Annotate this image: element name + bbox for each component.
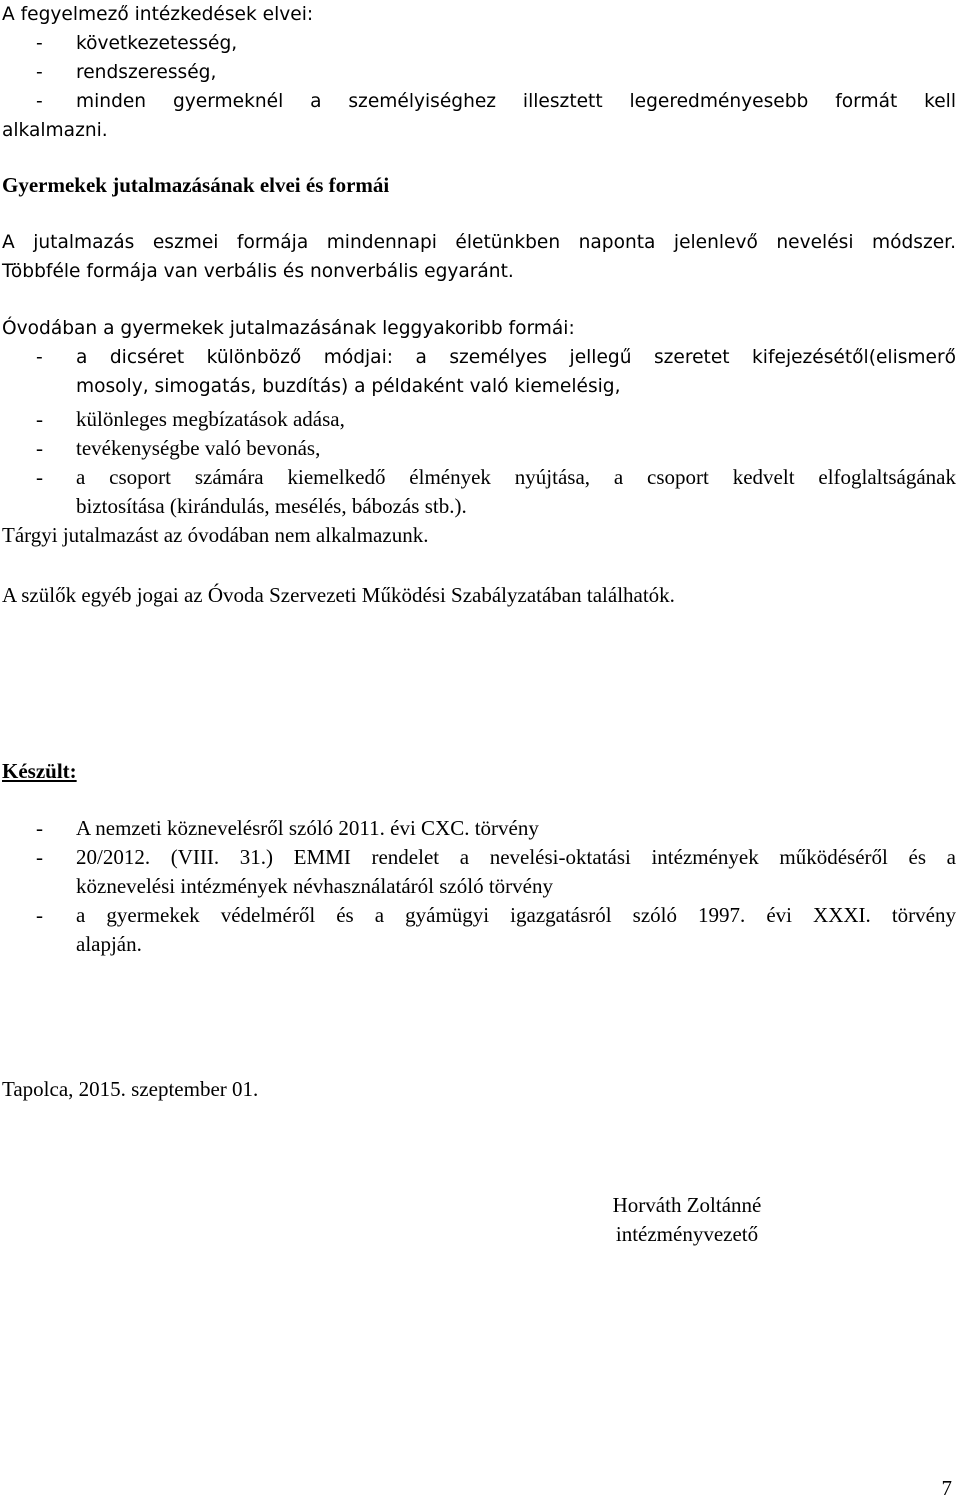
list-item-text: A nemzeti köznevelésről szóló 2011. évi CXC. törvény <box>76 816 539 840</box>
prepared-heading: Készült: <box>2 759 77 783</box>
reward-paragraph <box>2 228 956 286</box>
list-item-continuation: alapján. <box>76 932 142 956</box>
list-dash: - <box>36 436 43 460</box>
kindergarten-list-serif <box>2 405 956 550</box>
list-dash: - <box>36 903 43 927</box>
signature-name: Horváth Zoltánné <box>612 1193 762 1217</box>
kindergarten-intro: Óvodában a gyermekek jutalmazásának leggyakoribb formái: <box>2 318 575 339</box>
list-item-text: 20/2012. (VIII. 31.) EMMI rendelet a nevelési-oktatási intézmények működéséről és a <box>76 845 956 869</box>
page-number: 7 <box>941 1476 952 1500</box>
place-date: Tapolca, 2015. szeptember 01. <box>2 1077 259 1101</box>
reward-heading: Gyermekek jutalmazásának elvei és formái <box>2 173 390 197</box>
list-item-text: a dicséret különböző módjai: a személyes jellegű szeretet kifejezésétől(elismerő <box>76 347 956 368</box>
list-item <box>2 58 956 87</box>
signature-block <box>557 1191 817 1249</box>
parents-note: A szülők egyéb jogai az Óvoda Szervezeti Működési Szabályzatában találhatók. <box>2 583 675 607</box>
list-dash: - <box>36 33 43 54</box>
list-item-continuation: biztosítása (kirándulás, mesélés, bábozás stb.). <box>76 494 467 518</box>
list-item-text: a gyermekek védelméről és a gyámügyi igazgatásról szóló 1997. évi XXXI. törvény <box>76 903 956 927</box>
list-item-continuation: mosoly, simogatás, buzdítás) a példaként való kiemelésig, <box>76 376 621 397</box>
list-item <box>2 87 956 116</box>
prepared-list <box>2 814 956 959</box>
list-item <box>2 405 956 434</box>
reward-paragraph-line: A jutalmazás eszmei formája mindennapi életünkben naponta jelenlevő nevelési módszer. <box>2 232 956 253</box>
discipline-section <box>2 0 956 145</box>
list-item <box>2 29 956 58</box>
list-dash: - <box>36 816 43 840</box>
list-dash: - <box>36 91 43 112</box>
list-item-continuation: alkalmazni. <box>2 120 108 141</box>
list-dash: - <box>36 62 43 83</box>
list-item <box>2 843 956 872</box>
list-item <box>2 463 956 492</box>
list-item-continuation: köznevelési intézmények névhasználatáról szóló törvény <box>76 874 553 898</box>
list-item <box>2 434 956 463</box>
list-dash: - <box>36 845 43 869</box>
list-item <box>2 814 956 843</box>
reward-paragraph-line: Többféle formája van verbális és nonverbális egyaránt. <box>2 261 514 282</box>
list-item <box>2 901 956 930</box>
list-item-text: minden gyermeknél a személyiséghez illesztett legeredményesebb formát kell <box>76 91 956 112</box>
list-dash: - <box>36 347 43 368</box>
list-item <box>2 343 956 372</box>
discipline-heading: A fegyelmező intézkedések elvei: <box>2 4 314 25</box>
list-dash: - <box>36 407 43 431</box>
kindergarten-closing: Tárgyi jutalmazást az óvodában nem alkalmazunk. <box>2 523 429 547</box>
list-item-text: tevékenységbe való bevonás, <box>76 436 321 460</box>
kindergarten-section <box>2 314 956 401</box>
list-item-text: következetesség, <box>76 33 238 54</box>
list-item-text: a csoport számára kiemelkedő élmények nyújtása, a csoport kedvelt elfoglaltságának <box>76 465 956 489</box>
list-item-text: különleges megbízatások adása, <box>76 407 345 431</box>
list-item-text: rendszeresség, <box>76 62 217 83</box>
list-dash: - <box>36 465 43 489</box>
signature-title: intézményvezető <box>615 1222 759 1246</box>
